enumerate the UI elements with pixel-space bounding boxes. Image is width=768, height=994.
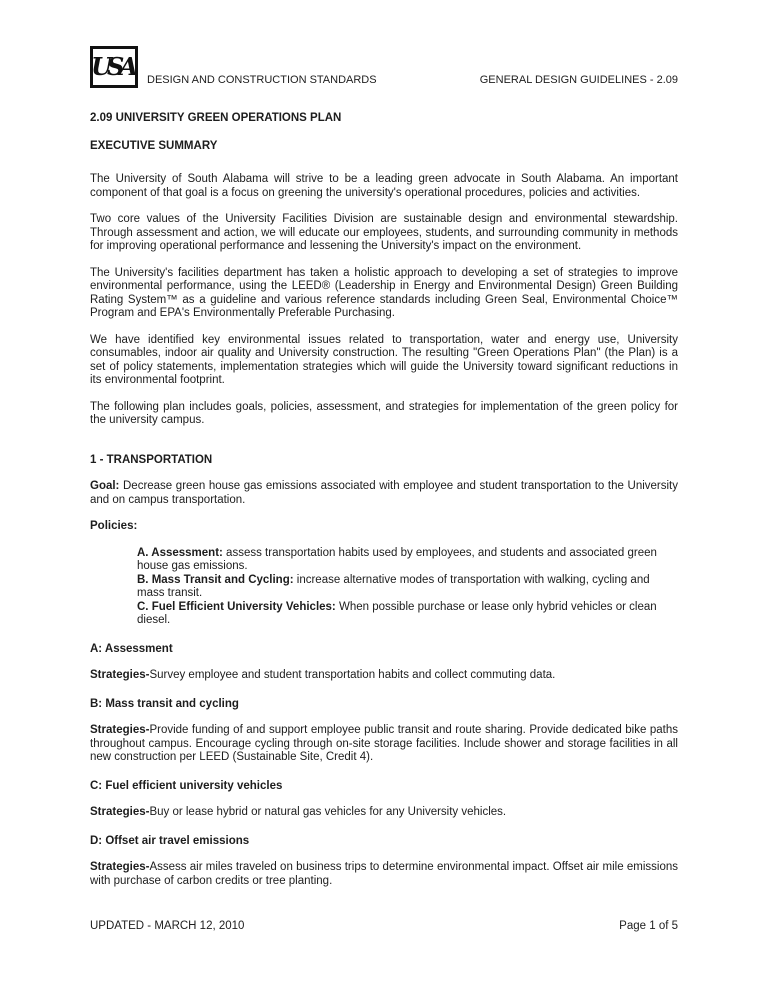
- policies-list: [90, 547, 678, 628]
- footer-page-number: Page 1 of 5: [619, 920, 678, 932]
- summary-paragraph-4: We have identified key environmental issues related to transportation, water and energy use, University consumables, indoor air quality and University construction. The resulting "Green Operations Plan" (the Plan) is a set of policy statements, implementation strategies which will guide the University toward significant reductions in its environmental footprint.: [90, 333, 678, 386]
- strategies-c-text: Buy or lease hybrid or natural gas vehicles for any University vehicles.: [149, 806, 507, 818]
- header-rule-line: [138, 74, 678, 88]
- policy-c-text: When possible purchase or lease only hybrid vehicles or clean diesel.: [137, 600, 657, 626]
- usa-logo-text: USA: [91, 52, 133, 81]
- subsection-c-strategies: [90, 806, 678, 820]
- document-body: [90, 112, 678, 888]
- policy-a-text: assess transportation habits used by employees, and students and associated green house gas emissions.: [137, 546, 657, 572]
- strategies-c-label: Strategies-: [90, 806, 150, 818]
- summary-paragraph-3: The University's facilities department has taken a holistic approach to developing a set of strategies to improve environmental performance, using the LEED® (Leadership in Energy and Environmental Design) Green Building Rating System™ as a guideline and various reference standards including Green Seal, Environmental Choice™ Program and EPA's Environmentally Preferable Purchasing.: [90, 266, 678, 319]
- summary-paragraph-1: The University of South Alabama will strive to be a leading green advocate in South Alabama. An important component of that goal is a focus on greening the university's operational procedures, policies and activities.: [90, 173, 678, 199]
- strategies-b-text: Provide funding of and support employee public transit and route sharing. Provide dedicated bike paths throughout campus. Encourage cycling through on-site storage facilities. Include shower and storage facilities in all new construction per LEED (Sustainable Site, Credit 4).: [90, 724, 678, 763]
- policy-c-label: C. Fuel Efficient University Vehicles:: [137, 600, 336, 613]
- subsection-d-heading: D: Offset air travel emissions: [90, 834, 250, 847]
- policies-label: Policies:: [90, 520, 138, 532]
- policy-item-a: [137, 547, 678, 574]
- strategies-d-text: Assess air miles traveled on business trips to determine environmental impact. Offset air mile emissions with purchase of carbon credits or tree planting.: [90, 861, 678, 887]
- footer-updated-date: UPDATED - MARCH 12, 2010: [90, 920, 245, 932]
- goal-label: Goal:: [90, 480, 120, 492]
- document-title: 2.09 UNIVERSITY GREEN OPERATIONS PLAN: [90, 112, 342, 124]
- summary-paragraph-2: Two core values of the University Facilities Division are sustainable design and environmental stewardship. Through assessment and action, we will educate our employees, students, and surrounding community in methods for improving operational performance and lessening the University's impact on the environment.: [90, 213, 678, 252]
- goal-text: Decrease green house gas emissions associated with employee and student transportation to the University and on campus transportation.: [90, 480, 678, 506]
- document-header: [90, 44, 678, 88]
- subsection-a-strategies: [90, 669, 678, 683]
- policy-item-b: [137, 574, 678, 601]
- subsection-c-heading: C: Fuel efficient university vehicles: [90, 779, 283, 792]
- executive-summary-heading: EXECUTIVE SUMMARY: [90, 139, 218, 152]
- subsection-b-strategies: [90, 724, 678, 765]
- policy-item-c: [137, 601, 678, 628]
- policy-b-text: increase alternative modes of transportation with walking, cycling and mass transit.: [137, 573, 650, 599]
- strategies-a-text: Survey employee and student transportation habits and collect commuting data.: [149, 669, 556, 681]
- header-left-text: DESIGN AND CONSTRUCTION STANDARDS: [147, 74, 377, 86]
- usa-logo: [90, 46, 138, 88]
- summary-paragraph-5: The following plan includes goals, policies, assessment, and strategies for implementation of the green policy for the university campus.: [90, 400, 678, 426]
- header-right-text: GENERAL DESIGN GUIDELINES - 2.09: [479, 74, 678, 86]
- subsection-b-heading: B: Mass transit and cycling: [90, 697, 239, 710]
- policy-a-label: A. Assessment:: [137, 546, 223, 559]
- section-1-heading: 1 - TRANSPORTATION: [90, 453, 213, 466]
- strategies-d-label: Strategies-: [90, 861, 150, 873]
- goal-paragraph: [90, 480, 678, 507]
- subsection-d-strategies: [90, 861, 678, 888]
- document-footer: [90, 920, 678, 932]
- policy-b-label: B. Mass Transit and Cycling:: [137, 573, 294, 586]
- strategies-b-label: Strategies-: [90, 724, 150, 736]
- subsection-a-heading: A: Assessment: [90, 642, 173, 655]
- strategies-a-label: Strategies-: [90, 669, 150, 681]
- document-content: [90, 44, 678, 888]
